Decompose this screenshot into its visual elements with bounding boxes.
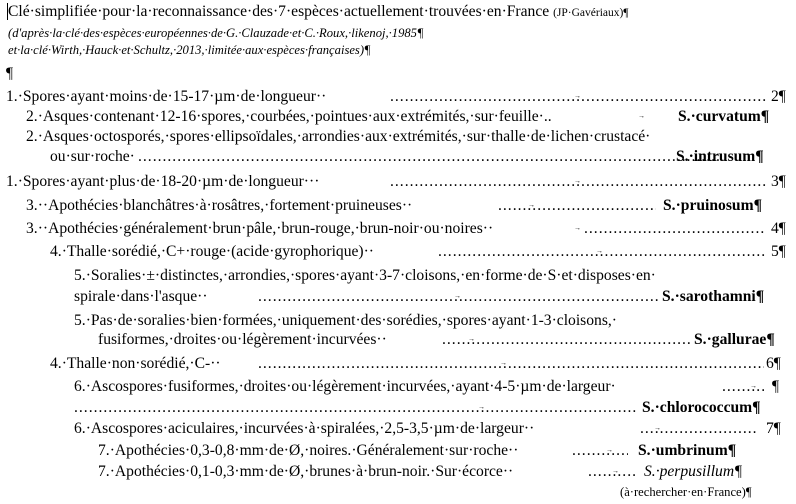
footnote: (à·rechercher·en·France)¶ bbox=[620, 485, 752, 499]
key-entry-5b-line2 bbox=[98, 330, 787, 349]
tab-arrow-icon: → bbox=[606, 446, 613, 454]
document-title bbox=[8, 2, 629, 21]
entry-result: 7¶ bbox=[766, 420, 781, 437]
tab-arrow-icon: → bbox=[468, 335, 475, 343]
title-text: Clé·simplifiée·pour·la·reconnaissance·des·7·espèces·actuellement·trouvées·en·France bbox=[8, 3, 550, 20]
entry-result: S.·sarothamni¶ bbox=[662, 288, 765, 305]
key-entry-5b-line1 bbox=[74, 311, 787, 330]
entry-result: 4¶ bbox=[771, 220, 786, 237]
entry-text: spirale·dans·l'asque·· bbox=[74, 288, 208, 305]
key-entry-7a bbox=[98, 441, 787, 460]
key-entry-4a bbox=[50, 242, 787, 261]
dot-leader bbox=[442, 330, 692, 349]
dot-leader bbox=[584, 219, 766, 238]
entry-text: 7.·Apothécies·0,1-0,3·mm·de·Ø,·brunes·à·brun-noir.·Sur·écorce·· bbox=[98, 463, 514, 480]
key-entry-2b-line1 bbox=[26, 127, 787, 146]
key-entry-4b bbox=[50, 354, 787, 373]
entry-text: 6.·Ascospores·fusiformes,·droites·ou·légèrement·incurvées,·ayant·4-5·µm·de·largeur· bbox=[74, 378, 616, 395]
dot-leader bbox=[572, 441, 628, 460]
dot-leader bbox=[138, 147, 720, 166]
subtitle-line-1: (d'après·la·clé·des·espèces·européennes·de·G.·Clauzade·et·C.·Roux,·likenoj,·1985¶ bbox=[8, 26, 424, 40]
tab-arrow-icon: → bbox=[574, 224, 581, 232]
tab-arrow-icon: → bbox=[654, 424, 661, 432]
entry-result: S.·pruinosum¶ bbox=[663, 197, 762, 214]
entry-result: S.·curvatum¶ bbox=[678, 108, 770, 125]
key-entry-1b bbox=[6, 172, 787, 191]
tab-arrow-icon: → bbox=[638, 112, 645, 120]
entry-result: 3¶ bbox=[771, 173, 786, 190]
tab-arrow-icon: → bbox=[574, 92, 581, 100]
entry-text: 1.·Spores·ayant·moins·de·15-17·µm·de·longueur·· bbox=[6, 88, 327, 105]
key-entry-3b bbox=[26, 219, 787, 238]
title-author: (JP·Gavériaux)¶ bbox=[553, 7, 629, 19]
key-entry-6a-line1 bbox=[74, 377, 787, 396]
entry-result: 2¶ bbox=[771, 88, 786, 105]
entry-result: ¶ bbox=[772, 378, 780, 395]
dot-leader bbox=[498, 196, 656, 215]
dot-leader bbox=[722, 377, 764, 396]
tab-arrow-icon: → bbox=[750, 382, 757, 390]
key-entry-5a-line2 bbox=[74, 287, 787, 306]
key-entry-2a bbox=[26, 107, 787, 126]
entry-text: 4.·Thalle·non·sorédié,·C-·· bbox=[50, 355, 221, 372]
entry-text: 4.·Thalle·sorédié,·C+·rouge·(acide·gyrophorique)·· bbox=[50, 243, 374, 260]
entry-result: S.·perpusillum¶ bbox=[644, 463, 743, 480]
dot-leader bbox=[74, 398, 638, 417]
entry-result: S.·chlorococcum¶ bbox=[642, 399, 761, 416]
tab-arrow-icon: → bbox=[596, 247, 603, 255]
tab-arrow-icon: → bbox=[528, 201, 535, 209]
key-entry-5a-line1 bbox=[74, 266, 787, 285]
key-entry-6b bbox=[74, 419, 787, 438]
entry-text: 6.·Ascospores·aciculaires,·incurvées·à·spiralées,·2,5-3,5·µm·de·largeur·· bbox=[74, 420, 535, 437]
tab-arrow-icon: → bbox=[500, 359, 507, 367]
entry-text: 5.·Pas·de·soralies·bien·formées,·uniquement·des·sorédies,·spores·ayant·1-3·cloisons,· bbox=[74, 312, 618, 329]
entry-result: S.·intrusum¶ bbox=[676, 148, 764, 165]
entry-text: 7.·Apothécies·0,3-0,8·mm·de·Ø,·noires.·Généralement·sur·roche·· bbox=[98, 442, 519, 459]
key-entry-3a bbox=[26, 196, 787, 215]
key-entry-1a bbox=[6, 87, 787, 106]
entry-result: S.·umbrinum¶ bbox=[638, 442, 737, 459]
entry-result: S.·gallurae¶ bbox=[694, 331, 775, 348]
entry-result: 5¶ bbox=[771, 243, 786, 260]
empty-paragraph-mark: ¶ bbox=[6, 65, 14, 82]
tab-arrow-icon: → bbox=[454, 292, 461, 300]
entry-text: ou·sur·roche· bbox=[50, 148, 135, 165]
entry-text: 2.·Asques·octosporés,·spores·ellipsoïdales,·arrondies·aux·extrémités,·sur·thalle·de·lichen·crustacé· bbox=[26, 128, 651, 145]
subtitle-line-2: et·la·clé·Wirth,·Hauck·et·Schultz,·2013,·limitée·aux·espèces·françaises)¶ bbox=[8, 43, 371, 57]
entry-text: 1.·Spores·ayant·plus·de·18-20·µm·de·longueur··· bbox=[6, 173, 320, 190]
tab-arrow-icon: → bbox=[574, 177, 581, 185]
entry-text: 3.··Apothécies·généralement·brun·pâle,·brun-rouge,·brun-noir·ou·noires·· bbox=[26, 220, 494, 237]
entry-text: 5.·Soralies·±·distinctes,·arrondies,·spores·ayant·3-7·cloisons,·en·forme·de·S·et·disposes·en· bbox=[74, 267, 656, 284]
key-entry-7b bbox=[98, 462, 787, 481]
entry-text: 2.·Asques·contenant·12-16·spores,·courbées,·pointues·aux·extrémités,·sur·feuille·.. bbox=[26, 108, 552, 125]
entry-text: 3.··Apothécies·blanchâtres·à·rosâtres,·fortement·pruineuses·· bbox=[26, 197, 413, 214]
tab-arrow-icon: → bbox=[478, 403, 485, 411]
entry-text: fusiformes,·droites·ou·légèrement·incurvées·· bbox=[98, 331, 387, 348]
tab-arrow-icon: → bbox=[612, 467, 619, 475]
dot-leader bbox=[258, 354, 764, 373]
entry-result: 6¶ bbox=[766, 355, 781, 372]
key-entry-2b-line2 bbox=[50, 147, 787, 166]
key-entry-6a-line2 bbox=[74, 398, 787, 417]
